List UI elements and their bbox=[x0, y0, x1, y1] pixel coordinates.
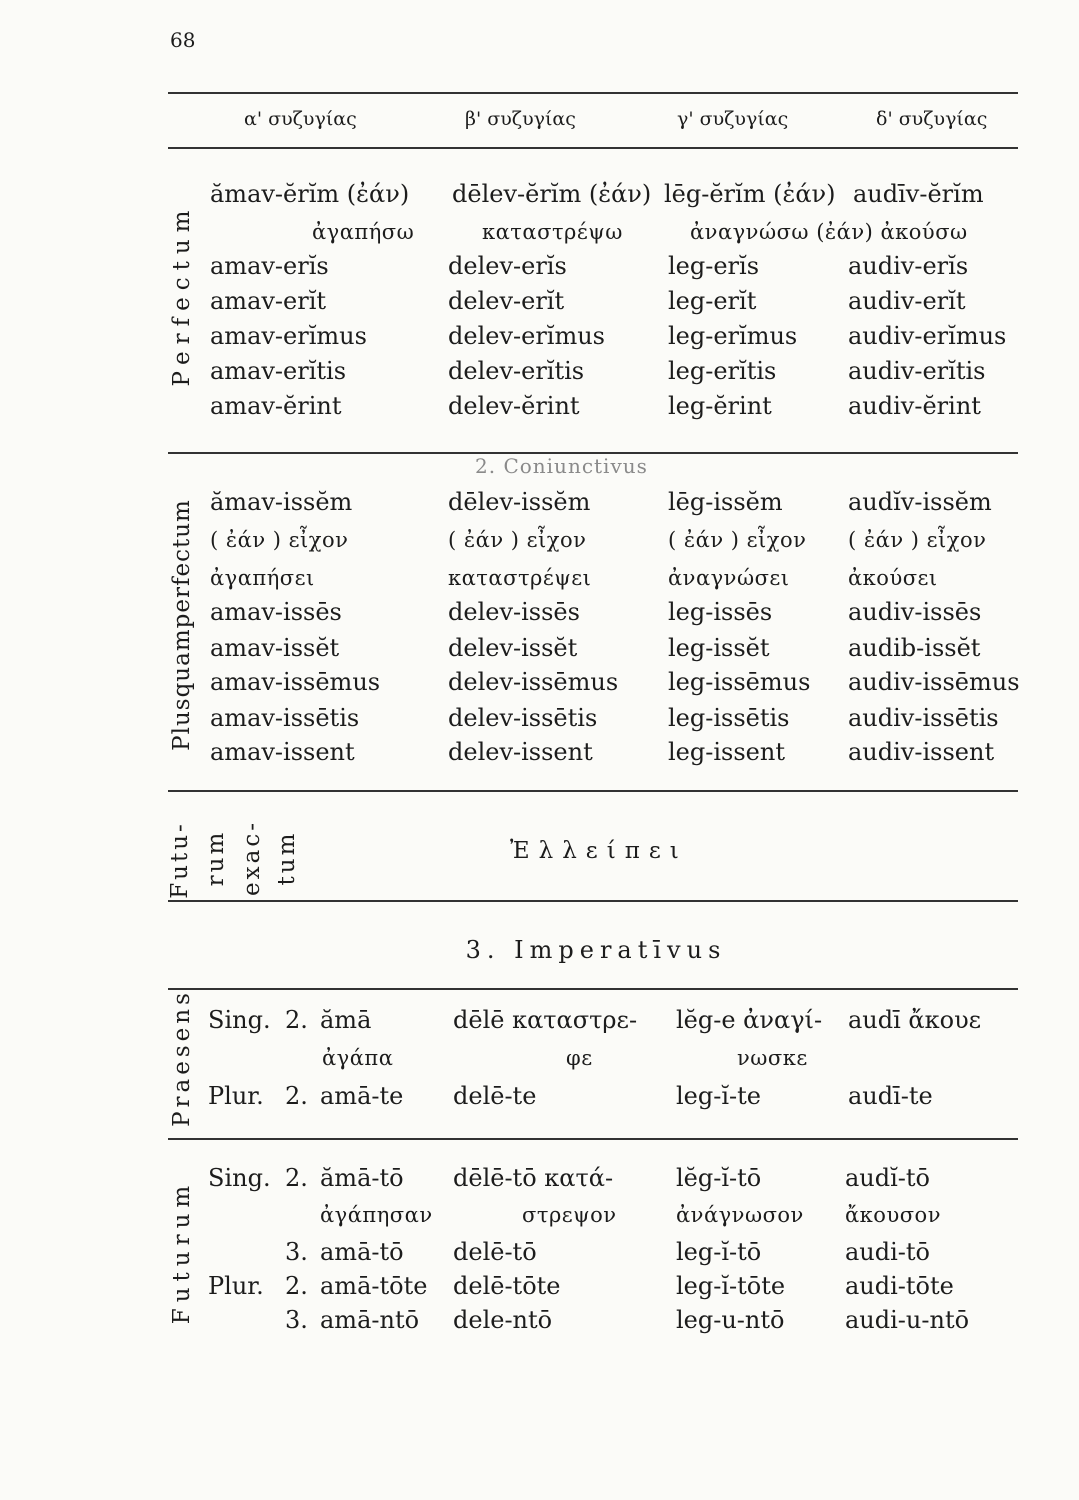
praes-plur: Plur. bbox=[208, 1082, 264, 1110]
col-header-3: γ' συζυγίας bbox=[677, 108, 789, 130]
plusq-row-4-c2: delev-issēs bbox=[448, 598, 580, 626]
plusq-bottom-rule bbox=[168, 790, 1018, 792]
perf-row-1-c2: delev-erĭs bbox=[448, 252, 567, 280]
fut-c4: audĭ-tō bbox=[845, 1164, 931, 1192]
fut-pn3: 3. bbox=[285, 1306, 308, 1334]
perf-r1-c3: lēg-ĕrĭm (ἐάν) bbox=[664, 180, 836, 208]
plusq-row-3-c4: ἀκούσει bbox=[848, 566, 938, 590]
futu-label: Futu- bbox=[167, 821, 193, 899]
perf-row-2-c1: amav-erĭt bbox=[210, 287, 327, 315]
plusq-row-6-c4: audiv-issēmus bbox=[848, 668, 1020, 696]
perf-r1g-c3: ἀναγνώσω (ἐάν) ἀκούσω bbox=[690, 220, 968, 244]
praes-c1: ămā bbox=[320, 1006, 372, 1034]
fut-n3: 3. bbox=[285, 1238, 308, 1266]
perf-row-5-c3: leg-ĕrint bbox=[668, 392, 772, 420]
plusq-row-1-c4: audĭv-issĕm bbox=[848, 488, 992, 516]
praes-c1g: ἀγάπα bbox=[322, 1046, 394, 1070]
perf-row-2-c3: leg-erĭt bbox=[668, 287, 757, 315]
perf-row-5-c2: delev-ĕrint bbox=[448, 392, 580, 420]
plusq-row-1-c2: dēlev-issĕm bbox=[448, 488, 591, 516]
perf-r1-c2: dēlev-ĕrĭm (ἐάν) bbox=[452, 180, 652, 208]
praes-c2g: φε bbox=[566, 1046, 593, 1070]
plusq-row-8-c2: delev-issent bbox=[448, 738, 593, 766]
plusq-row-5-c2: delev-issĕt bbox=[448, 634, 578, 662]
plusq-row-5-c4: audib-issĕt bbox=[848, 634, 981, 662]
plusq-row-5-c1: amav-issĕt bbox=[210, 634, 340, 662]
plusq-row-7-c4: audiv-issētis bbox=[848, 704, 999, 732]
plusq-row-1-c3: lēg-issĕm bbox=[668, 488, 783, 516]
rum-label: rum bbox=[203, 829, 229, 887]
fut-r5-c2: dele-ntō bbox=[453, 1306, 553, 1334]
col-header-4: δ' συζυγίας bbox=[876, 108, 988, 130]
plusq-row-3-c2: καταστρέψει bbox=[448, 566, 592, 590]
fut-r4-c3: leg-ĭ-tōte bbox=[676, 1272, 786, 1300]
praes-sing: Sing. bbox=[208, 1006, 271, 1034]
plusq-row-2-c4: ( ἐάν ) εἶχον bbox=[848, 528, 987, 552]
futurum-label: Futurum bbox=[169, 1179, 195, 1325]
fut-c3g: ἀνάγνωσον bbox=[676, 1203, 804, 1227]
plusq-row-4-c3: leg-issēs bbox=[668, 598, 773, 626]
perf-row-2-c4: audiv-erĭt bbox=[848, 287, 966, 315]
fut-sing: Sing. bbox=[208, 1164, 271, 1192]
fut-r4-c4: audi-tōte bbox=[845, 1272, 954, 1300]
plusq-row-7-c1: amav-issētis bbox=[210, 704, 360, 732]
perf-row-5-c1: amav-ĕrint bbox=[210, 392, 342, 420]
perf-row-3-c2: delev-erĭmus bbox=[448, 322, 605, 350]
perf-r1g-c1: ἀγαπήσω bbox=[312, 220, 415, 244]
fut-c2g: στρεψον bbox=[522, 1203, 617, 1227]
page-number: 68 bbox=[170, 28, 196, 52]
plusquamperfectum-label: Plusquamperfectum bbox=[169, 499, 195, 751]
plusq-row-8-c1: amav-issent bbox=[210, 738, 355, 766]
perf-row-3-c3: leg-erĭmus bbox=[668, 322, 798, 350]
fut-r5-c4: audi-u-ntō bbox=[845, 1306, 970, 1334]
perf-row-4-c1: amav-erĭtis bbox=[210, 357, 347, 385]
plusq-row-3-c3: ἀναγνώσει bbox=[668, 566, 790, 590]
fut-r4-c2: delē-tōte bbox=[453, 1272, 561, 1300]
praes-pnum: 2. bbox=[285, 1082, 308, 1110]
top-rule bbox=[168, 92, 1018, 94]
fut-c1: ămā-tō bbox=[320, 1164, 404, 1192]
perf-r1g-c2: καταστρέψω bbox=[482, 220, 623, 244]
perf-row-5-c4: audiv-ĕrint bbox=[848, 392, 981, 420]
imperativus-rule bbox=[168, 988, 1018, 990]
perf-row-2-c2: delev-erĭt bbox=[448, 287, 565, 315]
fut-c2: dēlē-tō κατά- bbox=[453, 1164, 614, 1192]
fut-r3-c4: audi-tō bbox=[845, 1238, 931, 1266]
praesens-bottom-rule bbox=[168, 1138, 1018, 1140]
plusq-row-6-c3: leg-issēmus bbox=[668, 668, 811, 696]
perf-row-1-c3: leg-erĭs bbox=[668, 252, 760, 280]
plusq-row-7-c2: delev-issētis bbox=[448, 704, 598, 732]
tum-label: tum bbox=[274, 830, 300, 886]
perf-row-1-c4: audiv-erĭs bbox=[848, 252, 969, 280]
plusq-row-6-c2: delev-issēmus bbox=[448, 668, 619, 696]
plusq-row-7-c3: leg-issētis bbox=[668, 704, 790, 732]
plusq-row-2-c2: ( ἐάν ) εἶχον bbox=[448, 528, 587, 552]
praes-c2: dēlē καταστρε- bbox=[453, 1006, 638, 1034]
praes-num2: 2. bbox=[285, 1006, 308, 1034]
plusq-row-3-c1: ἀγαπήσει bbox=[210, 566, 315, 590]
perf-row-4-c4: audiv-erĭtis bbox=[848, 357, 986, 385]
futurum-exactum-bottom-rule bbox=[168, 900, 1018, 902]
plusq-row-4-c1: amav-issēs bbox=[210, 598, 342, 626]
plusq-row-2-c1: ( ἐάν ) εἶχον bbox=[210, 528, 349, 552]
praes-c3: lĕg-e ἀναγί- bbox=[676, 1006, 823, 1034]
fut-plur: Plur. bbox=[208, 1272, 264, 1300]
praes-p4: audī-te bbox=[848, 1082, 933, 1110]
perf-row-1-c1: amav-erĭs bbox=[210, 252, 329, 280]
plusq-row-2-c3: ( ἐάν ) εἶχον bbox=[668, 528, 807, 552]
fut-r3-c1: amā-tō bbox=[320, 1238, 404, 1266]
fut-r4-c1: amā-tōte bbox=[320, 1272, 428, 1300]
fut-c3: lĕg-ĭ-tō bbox=[676, 1164, 762, 1192]
plusq-row-8-c3: leg-issent bbox=[668, 738, 785, 766]
fut-r5-c1: amā-ntō bbox=[320, 1306, 420, 1334]
perf-r1-c1: ămav-ĕrĭm (ἐάν) bbox=[210, 180, 410, 208]
perfectum-label: Perfectum bbox=[169, 203, 195, 387]
perf-row-4-c2: delev-erĭtis bbox=[448, 357, 585, 385]
col-header-1: α' συζυγίας bbox=[244, 108, 357, 130]
imperativus-heading: 3. Imperatīvus bbox=[465, 936, 727, 964]
header-rule bbox=[168, 147, 1018, 149]
col-header-2: β' συζυγίας bbox=[465, 108, 576, 130]
praes-c3g: νωσκε bbox=[737, 1046, 808, 1070]
perf-r1-c4: audīv-ĕrĭm bbox=[853, 180, 984, 208]
plusq-row-4-c4: audiv-issēs bbox=[848, 598, 982, 626]
praes-p3: leg-ĭ-te bbox=[676, 1082, 761, 1110]
fut-c4g: ἄκουσον bbox=[845, 1203, 941, 1227]
fut-n2: 2. bbox=[285, 1164, 308, 1192]
perf-row-4-c3: leg-erĭtis bbox=[668, 357, 777, 385]
exac-label: exac- bbox=[239, 820, 265, 896]
fut-r3-c2: delē-tō bbox=[453, 1238, 537, 1266]
plusq-row-1-c1: ămav-issĕm bbox=[210, 488, 353, 516]
praesens-label: Praesens bbox=[169, 989, 195, 1127]
praes-p1: amā-te bbox=[320, 1082, 404, 1110]
elleipei-text: Ἐλλείπει bbox=[510, 838, 688, 864]
fut-pn2: 2. bbox=[285, 1272, 308, 1300]
coniunctivus-mark: 2. Coniunctivus bbox=[475, 454, 648, 478]
perf-row-3-c1: amav-erĭmus bbox=[210, 322, 367, 350]
plusq-row-5-c3: leg-issĕt bbox=[668, 634, 770, 662]
fut-r5-c3: leg-u-ntō bbox=[676, 1306, 785, 1334]
praes-c4: audī ἄκουε bbox=[848, 1006, 982, 1034]
plusq-row-8-c4: audiv-issent bbox=[848, 738, 995, 766]
fut-c1g: ἀγάπησαν bbox=[320, 1203, 433, 1227]
praes-p2: delē-te bbox=[453, 1082, 537, 1110]
perf-row-3-c4: audiv-erĭmus bbox=[848, 322, 1007, 350]
plusq-row-6-c1: amav-issēmus bbox=[210, 668, 381, 696]
fut-r3-c3: leg-ĭ-tō bbox=[676, 1238, 762, 1266]
